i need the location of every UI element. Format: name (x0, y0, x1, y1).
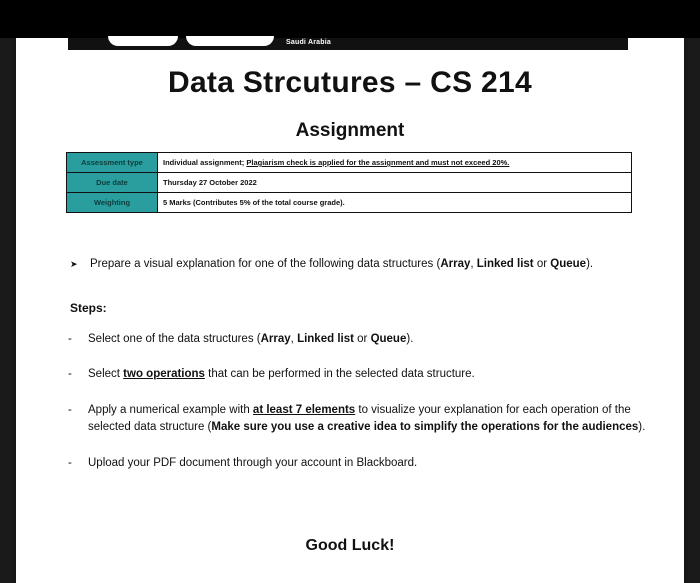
intro-option-linked-list: Linked list (476, 258, 534, 270)
list-item (68, 402, 668, 436)
intro-text-before: Prepare a visual explanation for one of the following data structures ( (90, 258, 441, 270)
header-institution-text: Saudi Arabia (286, 39, 331, 46)
university-logo-icon-2 (186, 36, 274, 46)
table-row (67, 173, 632, 193)
list-item (68, 455, 668, 472)
intro-instruction (70, 258, 593, 270)
step-1-sep-1: , (290, 333, 298, 345)
document-page (16, 38, 684, 583)
intro-option-array: Array (440, 258, 471, 270)
step-3-after: ). (638, 421, 646, 433)
closing-text: Good Luck! (305, 537, 395, 554)
step-3-before: Apply a numerical example with (88, 404, 253, 416)
viewer-top-band (0, 0, 700, 38)
step-2-text (88, 366, 668, 383)
assessment-type-value (158, 153, 632, 173)
step-1-after: ). (406, 333, 414, 345)
step-dash: - (68, 333, 72, 345)
assessment-type-label: Assessment type (67, 153, 158, 173)
due-date-label: Due date (67, 173, 158, 193)
step-dash: - (68, 404, 72, 416)
step-3-emphasis: at least 7 elements (252, 404, 356, 416)
step-3-bold-note: Make sure you use a creative idea to simplify the operations for the audiences (211, 421, 639, 433)
page-subtitle: Assignment (295, 120, 405, 141)
table-row (67, 193, 632, 213)
list-item (68, 366, 668, 383)
list-item (68, 331, 668, 348)
university-logo-icon (108, 36, 178, 46)
page-title: Data Strcutures – CS 214 (167, 66, 533, 99)
step-1-option-queue: Queue (370, 333, 407, 345)
step-1-option-linked-list: Linked list (297, 333, 354, 345)
step-dash: - (68, 368, 72, 380)
assessment-info-table (66, 152, 632, 213)
step-1-before: Select one of the data structures ( (88, 333, 261, 345)
step-3-text (88, 402, 668, 436)
step-3-middle: to visualize your explanation for each operation of the selected data structure ( (88, 404, 631, 433)
weighting-label: Weighting (67, 193, 158, 213)
step-1-text (88, 331, 668, 348)
step-4-text: Upload your PDF document through your account in Blackboard. (88, 457, 418, 469)
step-1-option-array: Array (260, 333, 291, 345)
intro-option-queue: Queue (550, 258, 587, 270)
steps-heading: Steps: (70, 301, 107, 315)
intro-text-after: ). (586, 258, 594, 270)
due-date-value: Thursday 27 October 2022 (158, 173, 632, 193)
university-header-bar (68, 38, 628, 50)
step-1-sep-2: or (353, 333, 371, 345)
step-2-before: Select (88, 368, 124, 380)
step-2-emphasis: two operations (123, 368, 205, 380)
arrow-bullet-icon: ➤ (70, 259, 78, 269)
plagiarism-note: Plagiarism check is applied for the assignment and must not exceed 20%. (246, 158, 510, 167)
step-2-after: that can be performed in the selected data structure. (204, 368, 475, 380)
intro-sep-2: or (533, 258, 551, 270)
assessment-type-main: Individual assignment; (163, 158, 247, 167)
weighting-value: 5 Marks (Contributes 5% of the total course grade). (158, 193, 632, 213)
intro-sep-1: , (470, 258, 477, 270)
table-row (67, 153, 632, 173)
step-dash: - (68, 457, 72, 469)
